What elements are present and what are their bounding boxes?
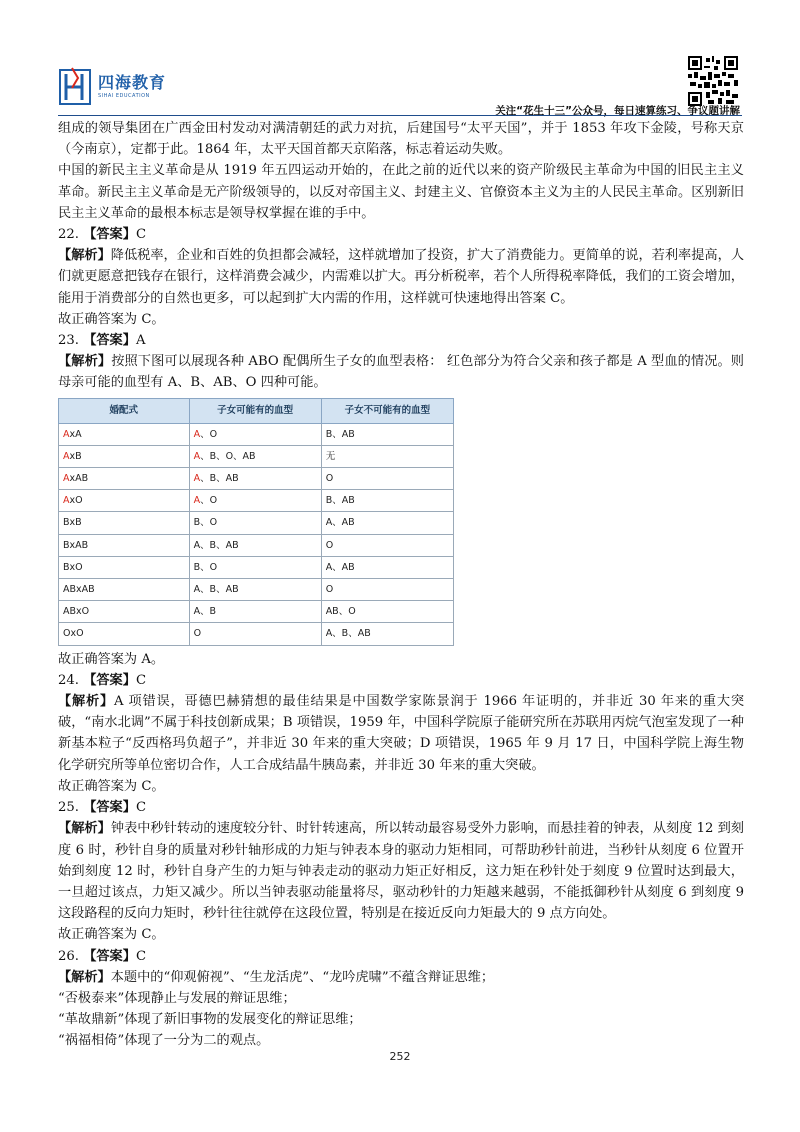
table-row bbox=[59, 490, 454, 512]
table-cell: ABxO bbox=[59, 601, 190, 623]
table-cell: A、B、O、AB bbox=[189, 445, 321, 467]
table-cell: AxB bbox=[59, 445, 190, 467]
column-header: 婚配式 bbox=[59, 398, 190, 423]
question-number: 23. bbox=[58, 333, 79, 349]
table-row bbox=[59, 468, 454, 490]
conclusion-25: 故正确答案为 C。 bbox=[58, 927, 165, 943]
logo-text: 四海教育 bbox=[98, 73, 167, 92]
table-cell: A、O bbox=[189, 490, 321, 512]
answer-label: 【答案】 bbox=[83, 800, 136, 816]
paragraph: 组成的领导集团在广西金田村发动对满清朝廷的武力对抗，后建国号“太平天国”，并于 1853 年攻下金陵，号称天京（今南京），定都于此。1864 年，太平天国首都天京陷落，标志着运动失败。 bbox=[58, 121, 744, 158]
column-header: 子女可能有的血型 bbox=[189, 398, 321, 423]
analysis-label: 【解析】 bbox=[58, 248, 111, 264]
analysis-label: 【解析】 bbox=[58, 821, 111, 837]
page-number: 252 bbox=[389, 1050, 411, 1063]
table-cell: OxO bbox=[59, 623, 190, 645]
table-cell: ABxAB bbox=[59, 579, 190, 601]
logo bbox=[58, 66, 198, 110]
analysis-26 bbox=[58, 967, 744, 988]
answer-label: 【答案】 bbox=[83, 227, 136, 243]
answer-line-25 bbox=[58, 797, 744, 818]
question-number: 26. bbox=[58, 948, 79, 964]
answer-label: 【答案】 bbox=[83, 948, 136, 964]
logo-subtext: SIHAI EDUCATION bbox=[98, 93, 150, 99]
answer-value: C bbox=[135, 672, 147, 688]
question-number: 25. bbox=[58, 800, 79, 816]
table-cell: B、O bbox=[189, 556, 321, 578]
table-cell: A、AB bbox=[321, 556, 453, 578]
answer-label: 【答案】 bbox=[83, 672, 136, 688]
table-cell: A、O bbox=[189, 423, 321, 445]
page-header bbox=[58, 56, 742, 117]
table-row bbox=[59, 556, 454, 578]
table-cell: BxO bbox=[59, 556, 190, 578]
table-row bbox=[59, 579, 454, 601]
conclusion-24: 故正确答案为 C。 bbox=[58, 778, 165, 794]
analysis-label: 【解析】 bbox=[58, 694, 114, 710]
table-cell: BxAB bbox=[59, 534, 190, 556]
table-cell: A、B、AB bbox=[189, 468, 321, 490]
table-row bbox=[59, 601, 454, 623]
paragraph: 中国的新民主主义革命是从 1919 年五四运动开始的，在此之前的近代以来的资产阶级民主革命为中国的旧民主主义革命。新民主主义革命是无产阶级领导的，以反对帝国主义、封建主义、官僚资本主义为主的人民民主革命。区别新旧民主主义革命的最根本标志是领导权掌握在谁的手中。 bbox=[58, 163, 744, 221]
table-row bbox=[59, 512, 454, 534]
header-divider bbox=[58, 115, 742, 116]
analysis-label: 【解析】 bbox=[58, 354, 112, 370]
blood-type-table bbox=[58, 398, 454, 646]
table-row bbox=[59, 445, 454, 467]
analysis-label: 【解析】 bbox=[58, 969, 111, 985]
table-cell: A、B bbox=[189, 601, 321, 623]
table-row bbox=[59, 623, 454, 645]
table-cell: A、B、AB bbox=[189, 579, 321, 601]
table-header-row bbox=[59, 398, 454, 423]
qr-code-icon bbox=[688, 56, 738, 106]
analysis-line: “革故鼎新”体现了新旧事物的发展变化的辩证思维； bbox=[58, 1012, 362, 1028]
analysis-text: 按照下图可以展现各种 ABO 配偶所生子女的血型表格： 红色部分为符合父亲和孩子都是 A 型血的情况。则母亲可能的血型有 A、B、AB、O 四种可能。 bbox=[58, 354, 744, 391]
analysis-line: “祸福相倚”体现了一分为二的观点。 bbox=[58, 1033, 270, 1049]
column-header: 子女不可能有的血型 bbox=[321, 398, 453, 423]
table-cell: AxAB bbox=[59, 468, 190, 490]
table-cell: O bbox=[321, 534, 453, 556]
table-cell: B、AB bbox=[321, 423, 453, 445]
analysis-text: 本题中的“仰观俯视”、“生龙活虎”、“龙吟虎啸”不蕴含辩证思维； bbox=[110, 969, 495, 985]
table-cell: 无 bbox=[321, 445, 453, 467]
table-cell: A、B、AB bbox=[189, 534, 321, 556]
answer-line-23 bbox=[58, 330, 744, 351]
answer-line-24 bbox=[58, 670, 744, 691]
table-cell: B、O bbox=[189, 512, 321, 534]
answer-value: A bbox=[135, 333, 146, 349]
table-cell: O bbox=[321, 579, 453, 601]
question-number: 22. bbox=[58, 227, 79, 243]
question-number: 24. bbox=[58, 672, 79, 688]
table-cell: AxA bbox=[59, 423, 190, 445]
answer-line-22 bbox=[58, 224, 744, 245]
table-row bbox=[59, 534, 454, 556]
analysis-text: 降低税率，企业和百姓的负担都会减轻，这样就增加了投资，扩大了消费能力。更简单的说，若利率提高，人们就更愿意把钱存在银行，这样消费会减少，内需难以扩大。再分析税率，若个人所得税率降低，我们的工资会增加，能用于消费部分的自然也更多，可以起到扩大内需的作用，这样就可快速地得出答案 C。 bbox=[58, 248, 745, 306]
table-row bbox=[59, 423, 454, 445]
table-cell: BxB bbox=[59, 512, 190, 534]
conclusion-22: 故正确答案为 C。 bbox=[58, 311, 165, 327]
table-cell: AB、O bbox=[321, 601, 453, 623]
answer-value: C bbox=[135, 227, 147, 243]
analysis-22 bbox=[58, 245, 744, 309]
table-cell: A、AB bbox=[321, 512, 453, 534]
analysis-line: “否极泰来”体现静止与发展的辩证思维； bbox=[58, 990, 296, 1006]
page-content bbox=[58, 118, 744, 1052]
table-cell: A、B、AB bbox=[321, 623, 453, 645]
analysis-23 bbox=[58, 351, 744, 393]
answer-value: C bbox=[135, 800, 147, 816]
answer-label: 【答案】 bbox=[83, 333, 136, 349]
analysis-24 bbox=[58, 691, 744, 776]
analysis-text: A 项错误，哥德巴赫猜想的最佳结果是中国数学家陈景润于 1966 年证明的，并非近 30 年来的重大突破，“南水北调”不属于科技创新成果；B 项错误，1959 年，中国科学院原子能研究所在苏联用丙烷气泡室发现了一种新基本粒子“反西格玛负超子”，并非近 30 年来的重大突破；D 项错误，1965 年 9 月 17 日，中国科学院上海生物化学研究所等单位密切合作，人工合成结晶牛胰岛素，并非近 30 年来的重大突破。 bbox=[58, 694, 744, 773]
logo-mark-icon bbox=[58, 66, 92, 106]
header-note: 关注“花生十三”公众号，每日速算练习、争议题讲解 bbox=[495, 105, 740, 117]
table-cell: B、AB bbox=[321, 490, 453, 512]
answer-value: C bbox=[135, 948, 147, 964]
conclusion-23: 故正确答案为 A。 bbox=[58, 651, 165, 667]
table-cell: O bbox=[321, 468, 453, 490]
analysis-text: 钟表中秒针转动的速度较分针、时针转速高，所以转动最容易受外力影响，而悬挂着的钟表，从刻度 12 到刻度 6 时，秒针自身的质量对秒针轴形成的力矩与钟表本身的驱动力矩相同，可帮助秒针前进，当秒针从刻度 6 位置开始到刻度 12 时，秒针自身产生的力矩与钟表走动的驱动力矩正好相反，这力矩在秒针处于刻度 9 位置时达到最大，一旦超过该点，力矩又减少。所以当钟表驱动能量将尽，驱动秒针的力矩越来越弱，不能抵御秒针从刻度 6 到刻度 9 这段路程的反向力矩时，秒针往往就停在这段位置，特别是在接近反向力矩最大的 9 点方向处。 bbox=[58, 821, 744, 922]
table-cell: O bbox=[189, 623, 321, 645]
answer-line-26 bbox=[58, 946, 744, 967]
table-cell: AxO bbox=[59, 490, 190, 512]
analysis-25 bbox=[58, 818, 744, 924]
